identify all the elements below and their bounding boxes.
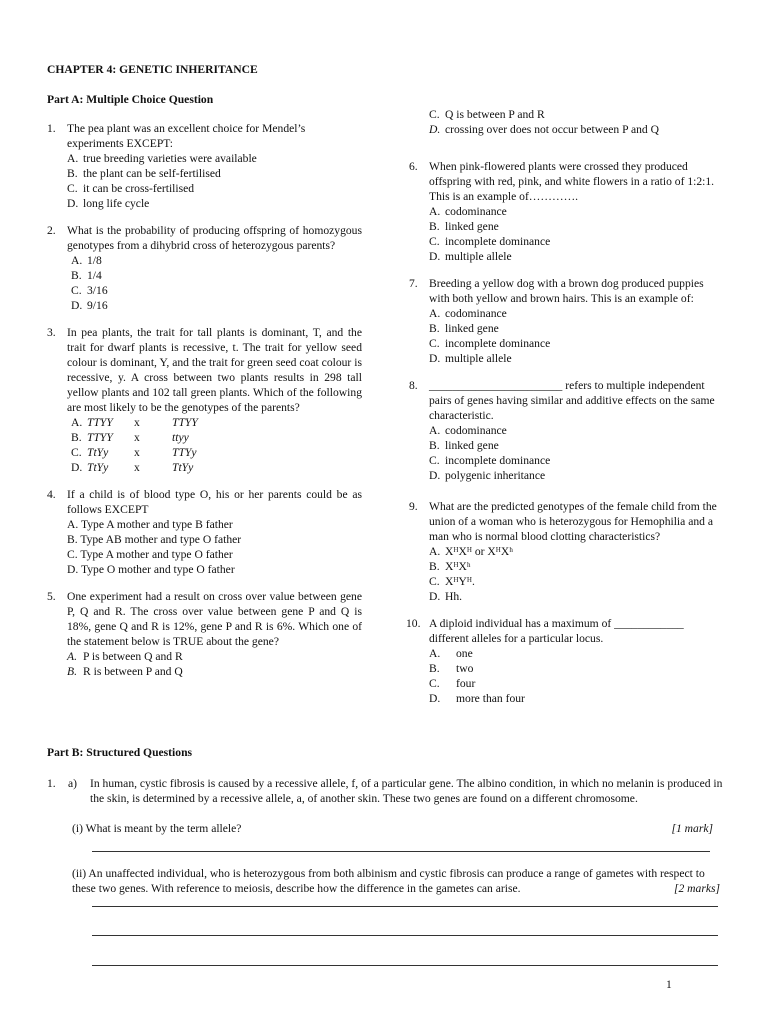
question-number: 3. <box>47 326 56 339</box>
option: B. R is between P and Q <box>67 665 183 678</box>
option: D. Type O mother and type O father <box>67 563 235 576</box>
chapter-title: CHAPTER 4: GENETIC INHERITANCE <box>47 63 258 76</box>
question-stem: In pea plants, the trait for tall plants is dominant, T, and the trait for dwarf plants is recessive, t. The trait for yellow seed colour is dominant, Y, and the trait for green seed coat colour is recessive, y. A cross between two plants results in 298 tall yellow plants and 102 tall green plants. Which of the following are most likely to be the genotypes of the parents? <box>67 326 362 414</box>
question-stem: What is the probability of producing offspring of homozygous genotypes from a dihybrid cross of heterozygous parents? <box>67 224 362 252</box>
question-5 <box>47 589 362 679</box>
option: D. TtYy x TtYy <box>71 461 194 474</box>
question-stem: When pink-flowered plants were crossed they produced offspring with red, pink, and white flowers in a ratio of 1:2:1. This is an example of…………. <box>429 160 715 203</box>
option: A. 1/8 <box>71 254 102 267</box>
option: A. XᴴXᴴ or XᴴXʰ <box>429 545 513 558</box>
option: D. polygenic inheritance <box>429 469 546 482</box>
question-5-continued <box>429 107 721 137</box>
question-number: 2. <box>47 224 56 237</box>
question-stem: Breeding a yellow dog with a brown dog produced puppies with both yellow and brown hairs. This is an example of: <box>429 277 704 305</box>
option: C. incomplete dominance <box>429 454 551 467</box>
answer-line[interactable] <box>92 965 718 966</box>
option: B. the plant can be self-fertilised <box>67 167 221 180</box>
option: D. long life cycle <box>67 197 150 210</box>
question-8 <box>409 378 721 483</box>
question-number: 5. <box>47 590 56 603</box>
option: A. P is between Q and R <box>67 650 183 663</box>
question-number: 9. <box>409 500 418 513</box>
option: A. one <box>429 647 473 660</box>
question-number: 6. <box>409 160 418 173</box>
option: C. four <box>429 677 476 690</box>
question-1 <box>47 121 362 211</box>
question-number: 8. <box>409 379 418 392</box>
option: A. Type A mother and type B father <box>67 518 233 531</box>
question-number: 1. <box>47 122 56 135</box>
option: B. two <box>429 662 474 675</box>
option: A. codominance <box>429 307 507 320</box>
sub-question-ii <box>72 866 722 896</box>
structured-question-a <box>87 776 727 806</box>
mark-allocation: [1 mark] <box>671 822 713 835</box>
left-column <box>47 121 362 691</box>
right-column <box>406 107 721 718</box>
page-number: 1 <box>666 978 672 991</box>
option: C. Q is between P and R <box>429 108 545 121</box>
question-number: 7. <box>409 277 418 290</box>
question-stem: A diploid individual has a maximum of ____________ different alleles for a particular locus. <box>429 617 684 645</box>
option: D. Hh. <box>429 590 463 603</box>
option: B. 1/4 <box>71 269 102 282</box>
option: D. more than four <box>429 692 525 705</box>
option: B. Type AB mother and type O father <box>67 533 242 546</box>
option: C. XᴴYᴴ. <box>429 575 475 588</box>
part-a-heading: Part A: Multiple Choice Question <box>47 93 214 106</box>
option: C. TtYy x TTYy <box>71 446 197 459</box>
question-3 <box>47 325 362 475</box>
question-4 <box>47 487 362 577</box>
option: B. linked gene <box>429 220 499 233</box>
option: D. multiple allele <box>429 250 512 263</box>
answer-line[interactable] <box>92 851 710 852</box>
question-2 <box>47 223 362 313</box>
option: B. linked gene <box>429 439 499 452</box>
question-number: 4. <box>47 488 56 501</box>
question-stem: (ii) An unaffected individual, who is heterozygous from both albinism and cystic fibrosis can produce a range of gametes with respect to these two genes. With reference to meiosis, describe how the difference in the gametes can arise. <box>72 867 705 895</box>
option: A. codominance <box>429 205 507 218</box>
mark-allocation: [2 marks] <box>670 881 720 896</box>
question-stem: If a child is of blood type O, his or her parents could be as follows EXCEPT <box>67 488 362 516</box>
option: C. incomplete dominance <box>429 337 551 350</box>
question-stem: One experiment had a result on cross over value between gene P, Q and R. The cross over value between gene P and Q is 18%, gene Q and R is 12%, gene P and R is 6%. Which one of the statement below is TRUE about the gene? <box>67 590 362 648</box>
answer-line[interactable] <box>92 935 718 936</box>
option: B. XᴴXʰ <box>429 560 471 573</box>
option: B. TTYY x ttyy <box>71 431 189 444</box>
option: A. true breeding varieties were available <box>67 152 257 165</box>
answer-line[interactable] <box>92 906 718 907</box>
question-stem: What are the predicted genotypes of the female child from the union of a woman who is heterozygous for Hemophilia and a man who is normal blood clotting characteristics? <box>429 500 717 543</box>
question-9 <box>409 499 721 604</box>
part-b-heading: Part B: Structured Questions <box>47 746 193 759</box>
option: C. it can be cross-fertilised <box>67 182 195 195</box>
option: D. crossing over does not occur between P and Q <box>429 123 659 136</box>
sub-question-label: a) <box>68 777 78 790</box>
question-number: 10. <box>406 617 421 630</box>
option: A. TTYY x TTYY <box>71 416 198 429</box>
question-stem: The pea plant was an excellent choice for Mendel’s experiments EXCEPT: <box>67 122 306 150</box>
question-7 <box>409 276 721 366</box>
question-stem: In human, cystic fibrosis is caused by a recessive allele, f, of a particular gene. The albino condition, in which no melanin is produced in the skin, is determined by a recessive allele, a, of another skin. These two genes are found on a different chromosome. <box>90 777 723 805</box>
option: C. 3/16 <box>71 284 108 297</box>
question-6 <box>409 159 721 264</box>
option: D. multiple allele <box>429 352 512 365</box>
question-10 <box>406 616 721 706</box>
option: B. linked gene <box>429 322 499 335</box>
question-stem: _______________________ refers to multiple independent pairs of genes having similar and additive effects on the same characteristic. <box>429 379 715 422</box>
option: C. incomplete dominance <box>429 235 551 248</box>
question-number: 1. <box>47 777 56 790</box>
option: A. codominance <box>429 424 507 437</box>
option: C. Type A mother and type O father <box>67 548 233 561</box>
sub-question-i: (i) What is meant by the term allele? <box>72 822 242 835</box>
option: D. 9/16 <box>71 299 108 312</box>
